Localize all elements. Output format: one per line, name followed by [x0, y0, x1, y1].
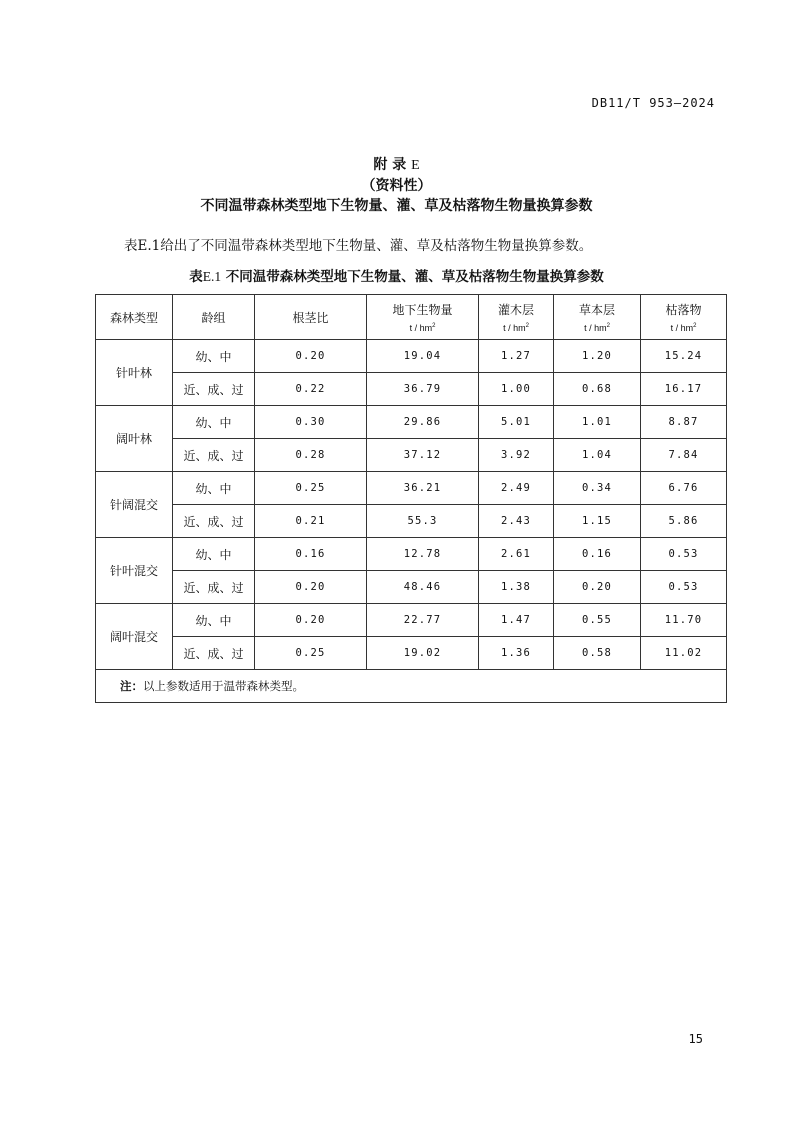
age-group-cell: 近、成、过	[173, 637, 255, 670]
age-group-cell: 幼、中	[173, 406, 255, 439]
unit-label: t / $hm^2$	[584, 323, 610, 333]
root-ratio-cell: 0.25	[255, 472, 367, 505]
table-caption-code: E.1	[202, 269, 222, 284]
root-ratio-cell: 0.21	[255, 505, 367, 538]
litter-cell: 16.17	[641, 373, 727, 406]
age-group-cell: 幼、中	[173, 340, 255, 373]
table-row	[96, 604, 727, 637]
age-group-cell: 幼、中	[173, 472, 255, 505]
appendix-nature: （资料性）	[361, 178, 432, 194]
underground-cell: 19.02	[367, 637, 479, 670]
header-root-ratio: 根茎比	[255, 295, 367, 340]
forest-type-cell: 针阔混交	[96, 472, 173, 538]
unit-label: t / $hm^2$	[670, 323, 697, 333]
herb-cell: 0.68	[554, 373, 641, 406]
age-group-cell: 近、成、过	[173, 505, 255, 538]
header-age-group: 龄组	[173, 295, 255, 340]
appendix-title	[0, 154, 793, 174]
shrub-cell: 1.00	[479, 373, 554, 406]
herb-cell: 0.55	[554, 604, 641, 637]
table-caption-title: 不同温带森林类型地下生物量、灌、草及枯落物生物量换算参数	[225, 269, 604, 285]
age-group-cell: 幼、中	[173, 604, 255, 637]
conversion-table	[95, 294, 727, 703]
underground-cell: 37.12	[367, 439, 479, 472]
herb-cell: 0.16	[554, 538, 641, 571]
root-ratio-cell: 0.20	[255, 571, 367, 604]
appendix-code: E	[411, 158, 420, 173]
table-note-row	[96, 670, 727, 703]
litter-cell: 0.53	[641, 538, 727, 571]
underground-cell: 12.78	[367, 538, 479, 571]
root-ratio-cell: 0.28	[255, 439, 367, 472]
herb-cell: 1.15	[554, 505, 641, 538]
herb-cell: 1.01	[554, 406, 641, 439]
litter-cell: 0.53	[641, 571, 727, 604]
underground-cell: 22.77	[367, 604, 479, 637]
root-ratio-cell: 0.25	[255, 637, 367, 670]
root-ratio-cell: 0.20	[255, 340, 367, 373]
note-text: 以上参数适用于温带森林类型。	[143, 679, 304, 693]
shrub-cell: 3.92	[479, 439, 554, 472]
root-ratio-cell: 0.20	[255, 604, 367, 637]
note-label: 注：	[120, 679, 143, 693]
table-note	[96, 670, 727, 703]
header-herb-layer: 草本层 t / $hm^2$	[554, 295, 641, 340]
page-number: 15	[688, 1032, 703, 1046]
table-row	[96, 505, 727, 538]
forest-type-cell: 针叶混交	[96, 538, 173, 604]
underground-cell: 48.46	[367, 571, 479, 604]
underground-cell: 19.04	[367, 340, 479, 373]
header-underground-biomass: 地下生物量 t / $hm^2$	[367, 295, 479, 340]
age-group-cell: 近、成、过	[173, 571, 255, 604]
shrub-cell: 1.38	[479, 571, 554, 604]
forest-type-cell: 阔叶林	[96, 406, 173, 472]
age-group-cell: 近、成、过	[173, 373, 255, 406]
shrub-cell: 2.61	[479, 538, 554, 571]
litter-cell: 15.24	[641, 340, 727, 373]
appendix-title-prefix: 附 录	[373, 157, 407, 173]
table-header-row	[96, 295, 727, 340]
litter-cell: 6.76	[641, 472, 727, 505]
table-row	[96, 340, 727, 373]
table-row	[96, 571, 727, 604]
herb-cell: 0.58	[554, 637, 641, 670]
herb-cell: 0.20	[554, 571, 641, 604]
table-row	[96, 538, 727, 571]
document-code: DB11/T 953—2024	[591, 96, 715, 110]
forest-type-cell: 阔叶混交	[96, 604, 173, 670]
root-ratio-cell: 0.16	[255, 538, 367, 571]
table-caption	[0, 265, 793, 285]
litter-cell: 5.86	[641, 505, 727, 538]
litter-cell: 11.70	[641, 604, 727, 637]
unit-label: t / $hm^2$	[503, 323, 529, 333]
table-row	[96, 439, 727, 472]
underground-cell: 55.3	[367, 505, 479, 538]
age-group-cell: 近、成、过	[173, 439, 255, 472]
root-ratio-cell: 0.22	[255, 373, 367, 406]
unit-label: t / $hm^2$	[409, 323, 436, 333]
litter-cell: 8.87	[641, 406, 727, 439]
intro-paragraph: 表E.1给出了不同温带森林类型地下生物量、灌、草及枯落物生物量换算参数。	[124, 238, 593, 254]
table-row	[96, 637, 727, 670]
shrub-cell: 5.01	[479, 406, 554, 439]
table-caption-prefix: 表	[189, 269, 203, 285]
litter-cell: 11.02	[641, 637, 727, 670]
header-forest-type: 森林类型	[96, 295, 173, 340]
header-shrub-layer: 灌木层 t / $hm^2$	[479, 295, 554, 340]
table-row	[96, 406, 727, 439]
table-row	[96, 472, 727, 505]
appendix-heading: 不同温带森林类型地下生物量、灌、草及枯落物生物量换算参数	[200, 198, 593, 214]
underground-cell: 36.21	[367, 472, 479, 505]
herb-cell: 0.34	[554, 472, 641, 505]
shrub-cell: 2.49	[479, 472, 554, 505]
shrub-cell: 1.27	[479, 340, 554, 373]
root-ratio-cell: 0.30	[255, 406, 367, 439]
herb-cell: 1.20	[554, 340, 641, 373]
forest-type-cell: 针叶林	[96, 340, 173, 406]
shrub-cell: 2.43	[479, 505, 554, 538]
underground-cell: 29.86	[367, 406, 479, 439]
table-row	[96, 373, 727, 406]
shrub-cell: 1.36	[479, 637, 554, 670]
litter-cell: 7.84	[641, 439, 727, 472]
herb-cell: 1.04	[554, 439, 641, 472]
underground-cell: 36.79	[367, 373, 479, 406]
age-group-cell: 幼、中	[173, 538, 255, 571]
header-litter: 枯落物 t / $hm^2$	[641, 295, 727, 340]
shrub-cell: 1.47	[479, 604, 554, 637]
